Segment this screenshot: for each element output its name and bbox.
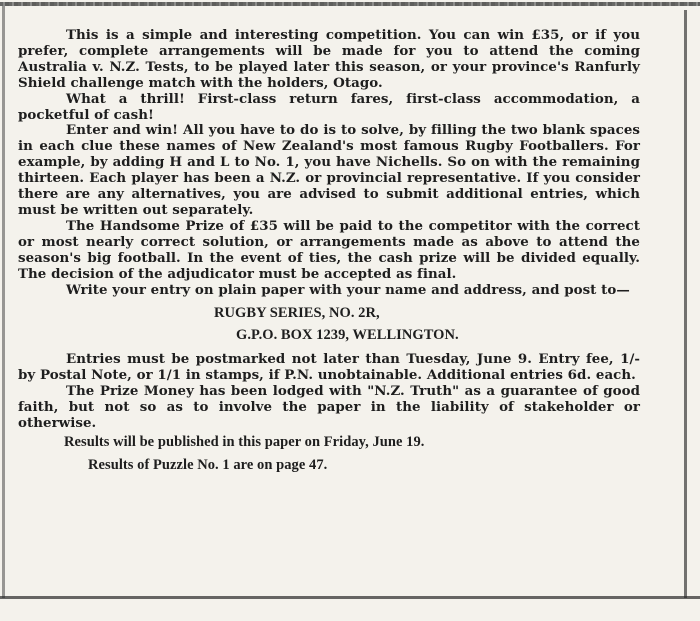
paragraph-thrill: What a thrill! First-class return fares, first-class accommodation, a pocketful of cash! bbox=[18, 90, 640, 123]
top-border-rule bbox=[0, 2, 700, 6]
paragraph-prize: The Handsome Prize of £35 will be paid to the competitor with the correct or most nearly correct solution, or arrangements made as above to attend the season's big football. In the event of ties, the cash prize will be divided equally. The decision of the adjudicator must be accepted as final. bbox=[18, 217, 640, 282]
results-publication-note: Results will be published in this paper on Friday, June 19. bbox=[64, 433, 425, 450]
bottom-border-rule bbox=[0, 596, 700, 599]
paragraph-competition-intro: This is a simple and interesting competition. You can win £35, or if you prefer, complete arrangements will be made for you to attend the coming Australia v. N.Z. Tests, to be played later this season, or your province's Ranfurly Shield challenge match with the holders, Otago. bbox=[18, 27, 640, 91]
address-line-1: RUGBY SERIES, NO. 2R, bbox=[214, 305, 380, 322]
paragraph-entries-deadline: Entries must be postmarked not later than Tuesday, June 9. Entry fee, 1/- by Postal Note, or 1/1 in stamps, if P.N. unobtainable. Additional entries 6d. each. bbox=[18, 351, 640, 384]
article-body bbox=[18, 28, 640, 474]
right-border-rule bbox=[684, 10, 687, 598]
results-puzzle-note: Results of Puzzle No. 1 are on page 47. bbox=[88, 456, 328, 473]
paragraph-enter-and-win: Enter and win! All you have to do is to solve, by filling the two blank spaces in each clue these names of New Zealand's most famous Rugby Footballers. For example, by adding H and L to No. 1, you have Nichells. So on with the remaining thirteen. Each player has been a N.Z. or provincial representative. If you consider there are any alternatives, you are advised to submit additional entries, which must be written out separately. bbox=[18, 122, 640, 218]
paragraph-prize-money: The Prize Money has been lodged with "N.Z. Truth" as a guarantee of good faith, but not so as to involve the paper in the liability of stakeholder or otherwise. bbox=[18, 383, 640, 432]
address-line-2: G.P.O. BOX 1239, WELLINGTON. bbox=[236, 327, 459, 344]
paragraph-write-entry: Write your entry on plain paper with your name and address, and post to— bbox=[66, 281, 630, 298]
left-border-rule bbox=[2, 6, 5, 598]
